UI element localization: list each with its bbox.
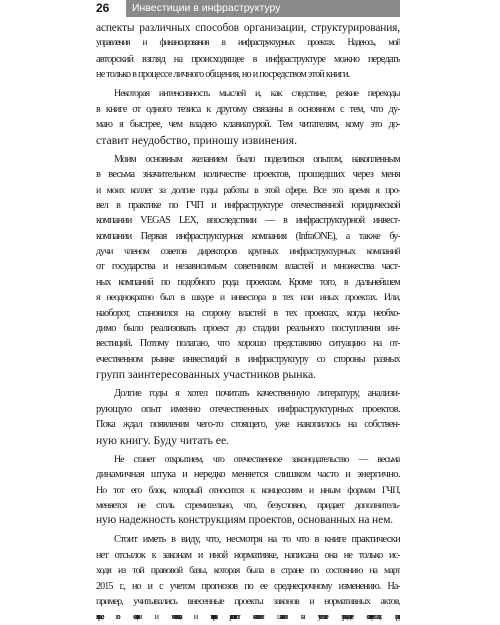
page-number: 26 [96,0,126,17]
text-line: ходя из той правовой базы, которая была в стране по состоянию на март [96,565,400,577]
text-line: авторский взгляд на происходящее в инфраструктуре можно передать [96,53,400,65]
text-line: и моих коллег за долгие годы работы в этой сфере. Все это время я про- [96,184,400,196]
text-line: я неоднократно был в шкуре и инвестора в тех или иных проектах. Или, [96,292,400,304]
text-line: 2015 г., но и с учетом прогнозов по ее среднесрочному изменению. На- [96,580,400,592]
text-line: пример, учитывались внесенные проекты законов и нормативных актов, [96,596,400,608]
text-line: маю я быстрее, чем владею клавиатурой. Тем читателям, кому это до- [96,119,400,131]
text-line: наоборот, становился на сторону властей в тех проектах, когда необхо- [96,307,400,319]
text-line: ных компаний по подобного рода проектам. Кроме того, в дальнейшем [96,276,400,288]
text-line: аспекты различных способов организации, структурирования, [96,22,400,34]
text-line: Не станет открытием, что отечественное законодательство — весьма [114,453,400,465]
page-header [96,0,400,17]
text-line: ечественном рынке инвестиций в инфраструктуру со стороны разных [96,353,400,365]
text-line: Некоторая интенсивность мыслей и, как следствие, резкие переходы [114,88,400,100]
text-line: ную надежность конструкциям проектов, основанных на нем. [96,514,393,527]
running-title: Инвестиции в инфраструктуру [126,0,400,17]
paragraph [96,21,400,83]
text-line: Но тот его блок, который относится к концессиям и иным формам ГЧП, [96,484,400,496]
text-line: ную книгу. Буду читать ее. [96,433,230,447]
text-line: которые, по оценкам и чиновников, и экспертов, располагают неплохими шансами на успешное прохождение соответствующих процедур. [96,612,400,622]
text-line: вел в практике по ГЧП и инфраструктуре отечественной юридической [96,199,400,211]
text-line: групп заинтересованных участников рынка. [96,368,317,382]
text-line: димо было реализовать проект до стадии реального поступления ин- [96,323,400,335]
body-text [96,21,400,625]
text-line: динамичная штука и нередко меняется слишком часто и энергично. [96,469,400,481]
text-line: от государства и независимым советником властей и множества част- [96,261,400,273]
text-line: вестиций. Потому полагаю, что хорошо представляю ситуацию на от- [96,338,400,350]
paragraph [96,152,400,383]
text-line: Долгие годы я хотел почитать качественную литературу, анализи- [114,388,400,400]
text-line: в весьма значительном количестве проектов, прошедших через меня [96,169,400,181]
text-line: нет отсылок к законам и иной нормативке, написана она не только ис- [96,549,400,561]
text-line: рующую опыт именно отечественных инфраструктурных проектов. [96,403,400,415]
text-line: Пока ждал появления чего-то стоящего, уже накопилось на собствен- [96,419,400,431]
text-line: дучи членом советов директоров крупных инфраструктурных компаний [96,246,400,258]
paragraph [96,86,400,148]
text-line: управления и финансирования в инфраструктурных проектах. Надеюсь, мой [96,38,400,49]
paragraph [96,386,400,448]
text-line: в книге от одного тезиса к другому связаны в основном с тем, что ду- [96,103,400,115]
paragraph [96,532,400,624]
text-line: меняется не столь стремительно, что, безусловно, придает дополнитель- [96,499,400,511]
paragraph [96,452,400,529]
text-line: не только в процессе личного общения, но и посредством этой книги. [96,69,350,81]
text-line: Стоит иметь в виду, что, несмотря на то что в книге практически [114,534,400,546]
text-line: компании VEGAS LEX, впоследствии — в инфраструктурной инвест- [96,215,400,227]
text-line: ставит неудобство, приношу извинения. [96,133,298,147]
text-line: компании Первая инфраструктурная компания (InfraONE), а также бу- [96,230,400,242]
text-line: Моим основным желанием было поделиться опытом, накопленным [114,153,400,165]
